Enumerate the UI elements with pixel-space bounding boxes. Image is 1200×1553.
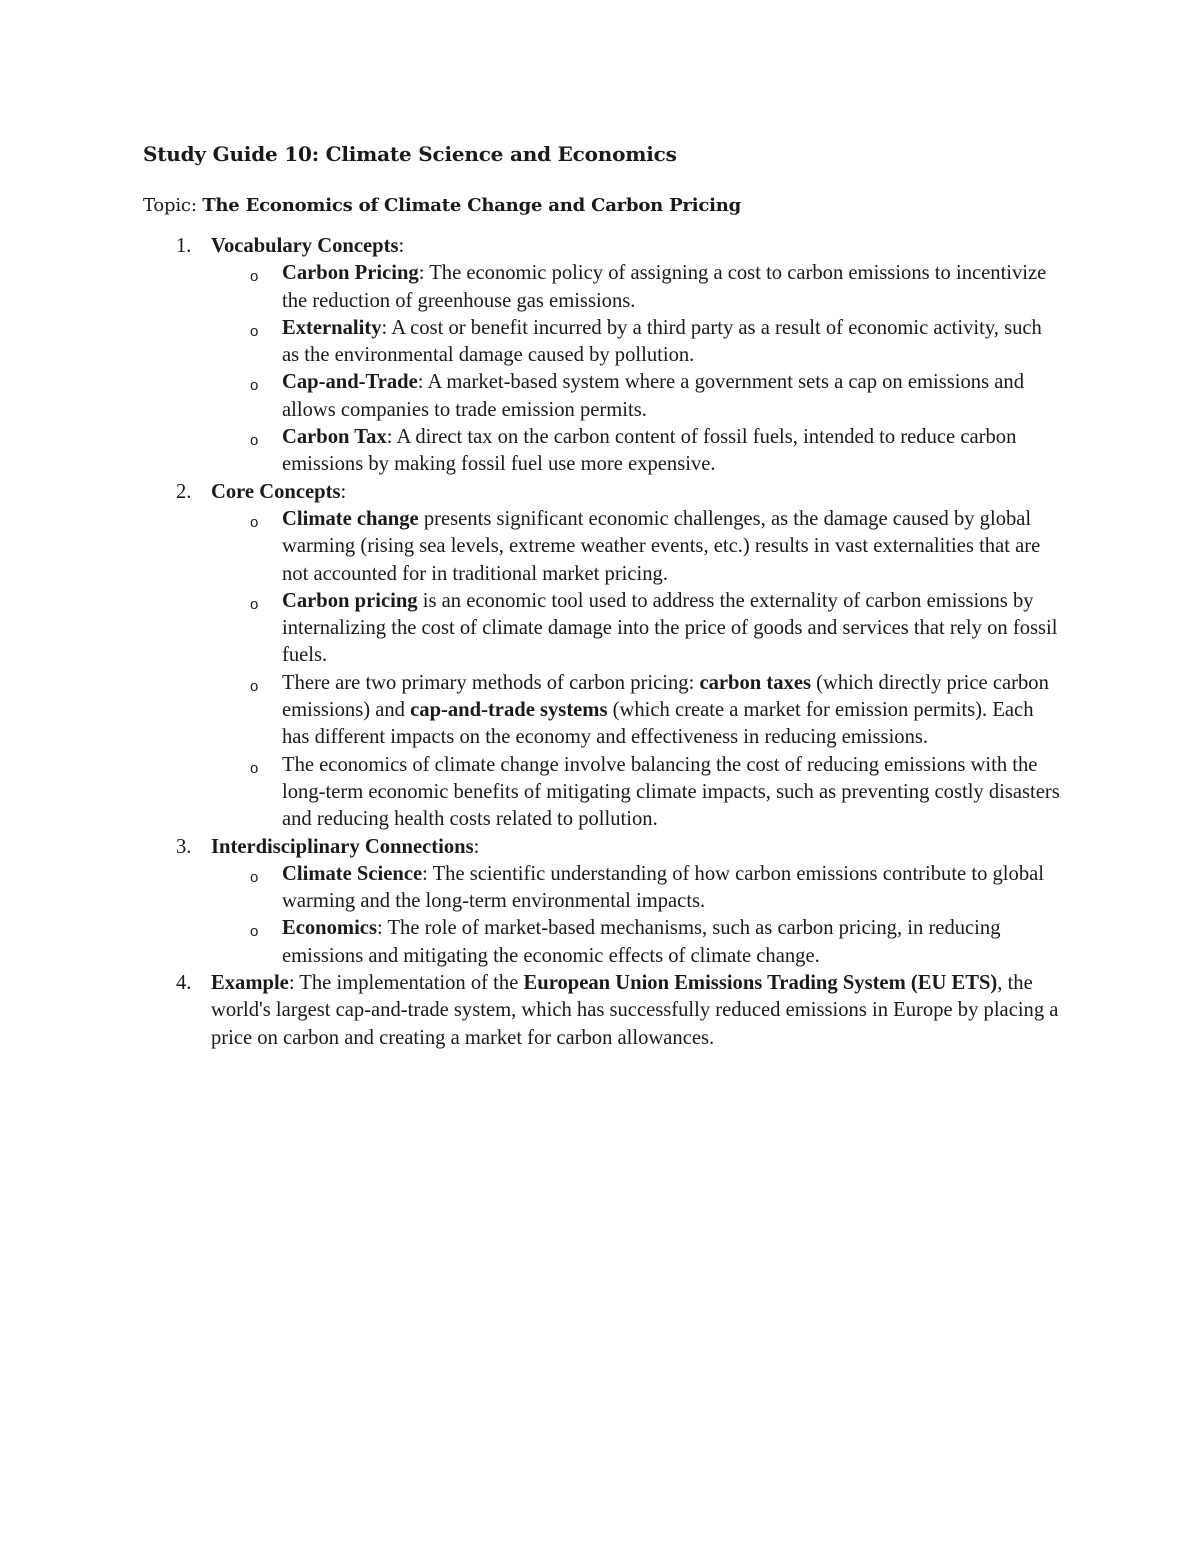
- paragraph-text: There are two primary methods of carbon pricing:: [282, 671, 700, 694]
- paragraph-text: (which create a market for emission permits). Each has different impacts on the economy and effectiveness in reducing emissions.: [282, 699, 1034, 749]
- bold-phrase: European Union Emissions Trading System (EU ETS): [523, 972, 998, 995]
- term: Economics: [282, 917, 377, 940]
- section-heading-text: Core Concepts: [211, 480, 341, 503]
- topic-colon: :: [190, 195, 197, 216]
- bold-phrase: Carbon pricing: [282, 589, 418, 612]
- core-sublist: [211, 506, 1063, 834]
- sub-item: [143, 670, 1063, 752]
- sub-item: [143, 369, 1063, 424]
- section-heading: [211, 834, 1063, 861]
- sub-item: [143, 424, 1063, 479]
- section-heading: [211, 479, 1063, 506]
- bold-phrase: Climate change: [282, 507, 419, 530]
- section-heading-text: Interdisciplinary Connections: [211, 835, 474, 858]
- paragraph-text: presents significant economic challenges, as the damage caused by global warming (rising sea levels, extreme weather events, etc.) results in vast externalities that are not accounted for in traditional market pricing.: [282, 507, 1041, 585]
- numbered-list: [143, 233, 1063, 1052]
- definition: : A direct tax on the carbon content of fossil fuels, intended to reduce carbon emissions by making fossil fuel use more expensive.: [282, 426, 1017, 476]
- term: Externality: [282, 316, 382, 339]
- sub-item: [143, 915, 1063, 970]
- list-item-interdisciplinary: [143, 834, 1063, 970]
- heading-colon: :: [340, 480, 347, 503]
- definition: : The scientific understanding of how carbon emissions contribute to global warming and the long-term environmental impacts.: [282, 862, 1044, 913]
- list-number: 4.: [176, 972, 192, 995]
- paragraph-text: , the world's largest cap-and-trade system, which has successfully reduced emissions in Europe by placing a price on carbon and creating a market for carbon allowances.: [211, 972, 1059, 1049]
- document-page: [143, 140, 1063, 1052]
- interdisciplinary-sublist: [211, 861, 1063, 970]
- term: Carbon Tax: [282, 426, 387, 449]
- bullet-icon: o: [250, 513, 259, 531]
- paragraph-text: The economics of climate change involve balancing the cost of reducing emissions with the long-term economic benefits of mitigating climate impacts, such as preventing costly disasters and reducing health costs related to pollution.: [282, 753, 1060, 831]
- document-title: Study Guide 10: Climate Science and Economics: [143, 142, 677, 166]
- sub-item: [143, 752, 1063, 834]
- content: [143, 233, 1063, 1052]
- paragraph-text: (which directly price carbon emissions) and: [282, 671, 1049, 722]
- bold-phrase: carbon taxes: [699, 671, 811, 694]
- sub-item: [143, 588, 1063, 670]
- bullet-icon: o: [250, 322, 259, 340]
- paragraph-text: : The implementation of the: [288, 972, 524, 995]
- list-item-vocabulary: [143, 233, 1063, 479]
- list-number: 2.: [176, 480, 192, 503]
- heading-colon: :: [473, 835, 480, 858]
- bullet-icon: o: [250, 677, 259, 695]
- bullet-icon: o: [250, 377, 259, 395]
- section-heading: [211, 233, 1063, 260]
- term: Carbon Pricing: [282, 262, 419, 285]
- term: Climate Science: [282, 862, 423, 885]
- sub-item: [143, 861, 1063, 916]
- sub-item: [143, 506, 1063, 588]
- example-paragraph: [211, 970, 1063, 1052]
- bullet-icon: o: [250, 759, 259, 777]
- definition: : The economic policy of assigning a cost to carbon emissions to incentivize the reduction of greenhouse gas emissions.: [282, 262, 1047, 312]
- bullet-icon: o: [250, 432, 259, 450]
- term: Cap-and-Trade: [282, 371, 418, 394]
- definition: : A market-based system where a government sets a cap on emissions and allows companies to trade emission permits.: [282, 371, 1024, 421]
- bullet-icon: o: [250, 268, 259, 286]
- list-number: 1.: [176, 235, 192, 257]
- paragraph-text: is an economic tool used to address the externality of carbon emissions by internalizing the cost of climate damage into the price of goods and services that rely on fossil fuels.: [282, 589, 1058, 667]
- topic-label: Topic: [143, 195, 191, 216]
- topic-line: [143, 192, 1063, 219]
- list-item-example: [143, 970, 1063, 1052]
- definition: : The role of market-based mechanisms, such as carbon pricing, in reducing emissions and mitigating the economic effects of climate change.: [282, 917, 1001, 967]
- sub-item: [143, 260, 1063, 315]
- section-heading-text: Example: [211, 972, 289, 995]
- bullet-icon: o: [250, 923, 259, 941]
- topic-text: The Economics of Climate Change and Carbon Pricing: [202, 195, 742, 216]
- section-heading-text: Vocabulary Concepts: [211, 235, 399, 257]
- list-number: 3.: [176, 835, 192, 858]
- list-item-core-concepts: [143, 479, 1063, 834]
- bullet-icon: o: [250, 595, 259, 613]
- heading-colon: :: [398, 235, 405, 257]
- sub-item: [143, 315, 1063, 370]
- vocabulary-sublist: [211, 260, 1063, 478]
- definition: : A cost or benefit incurred by a third party as a result of economic activity, such as the environmental damage caused by pollution.: [282, 316, 1042, 367]
- bullet-icon: o: [250, 868, 259, 886]
- bold-phrase: cap-and-trade systems: [410, 699, 608, 722]
